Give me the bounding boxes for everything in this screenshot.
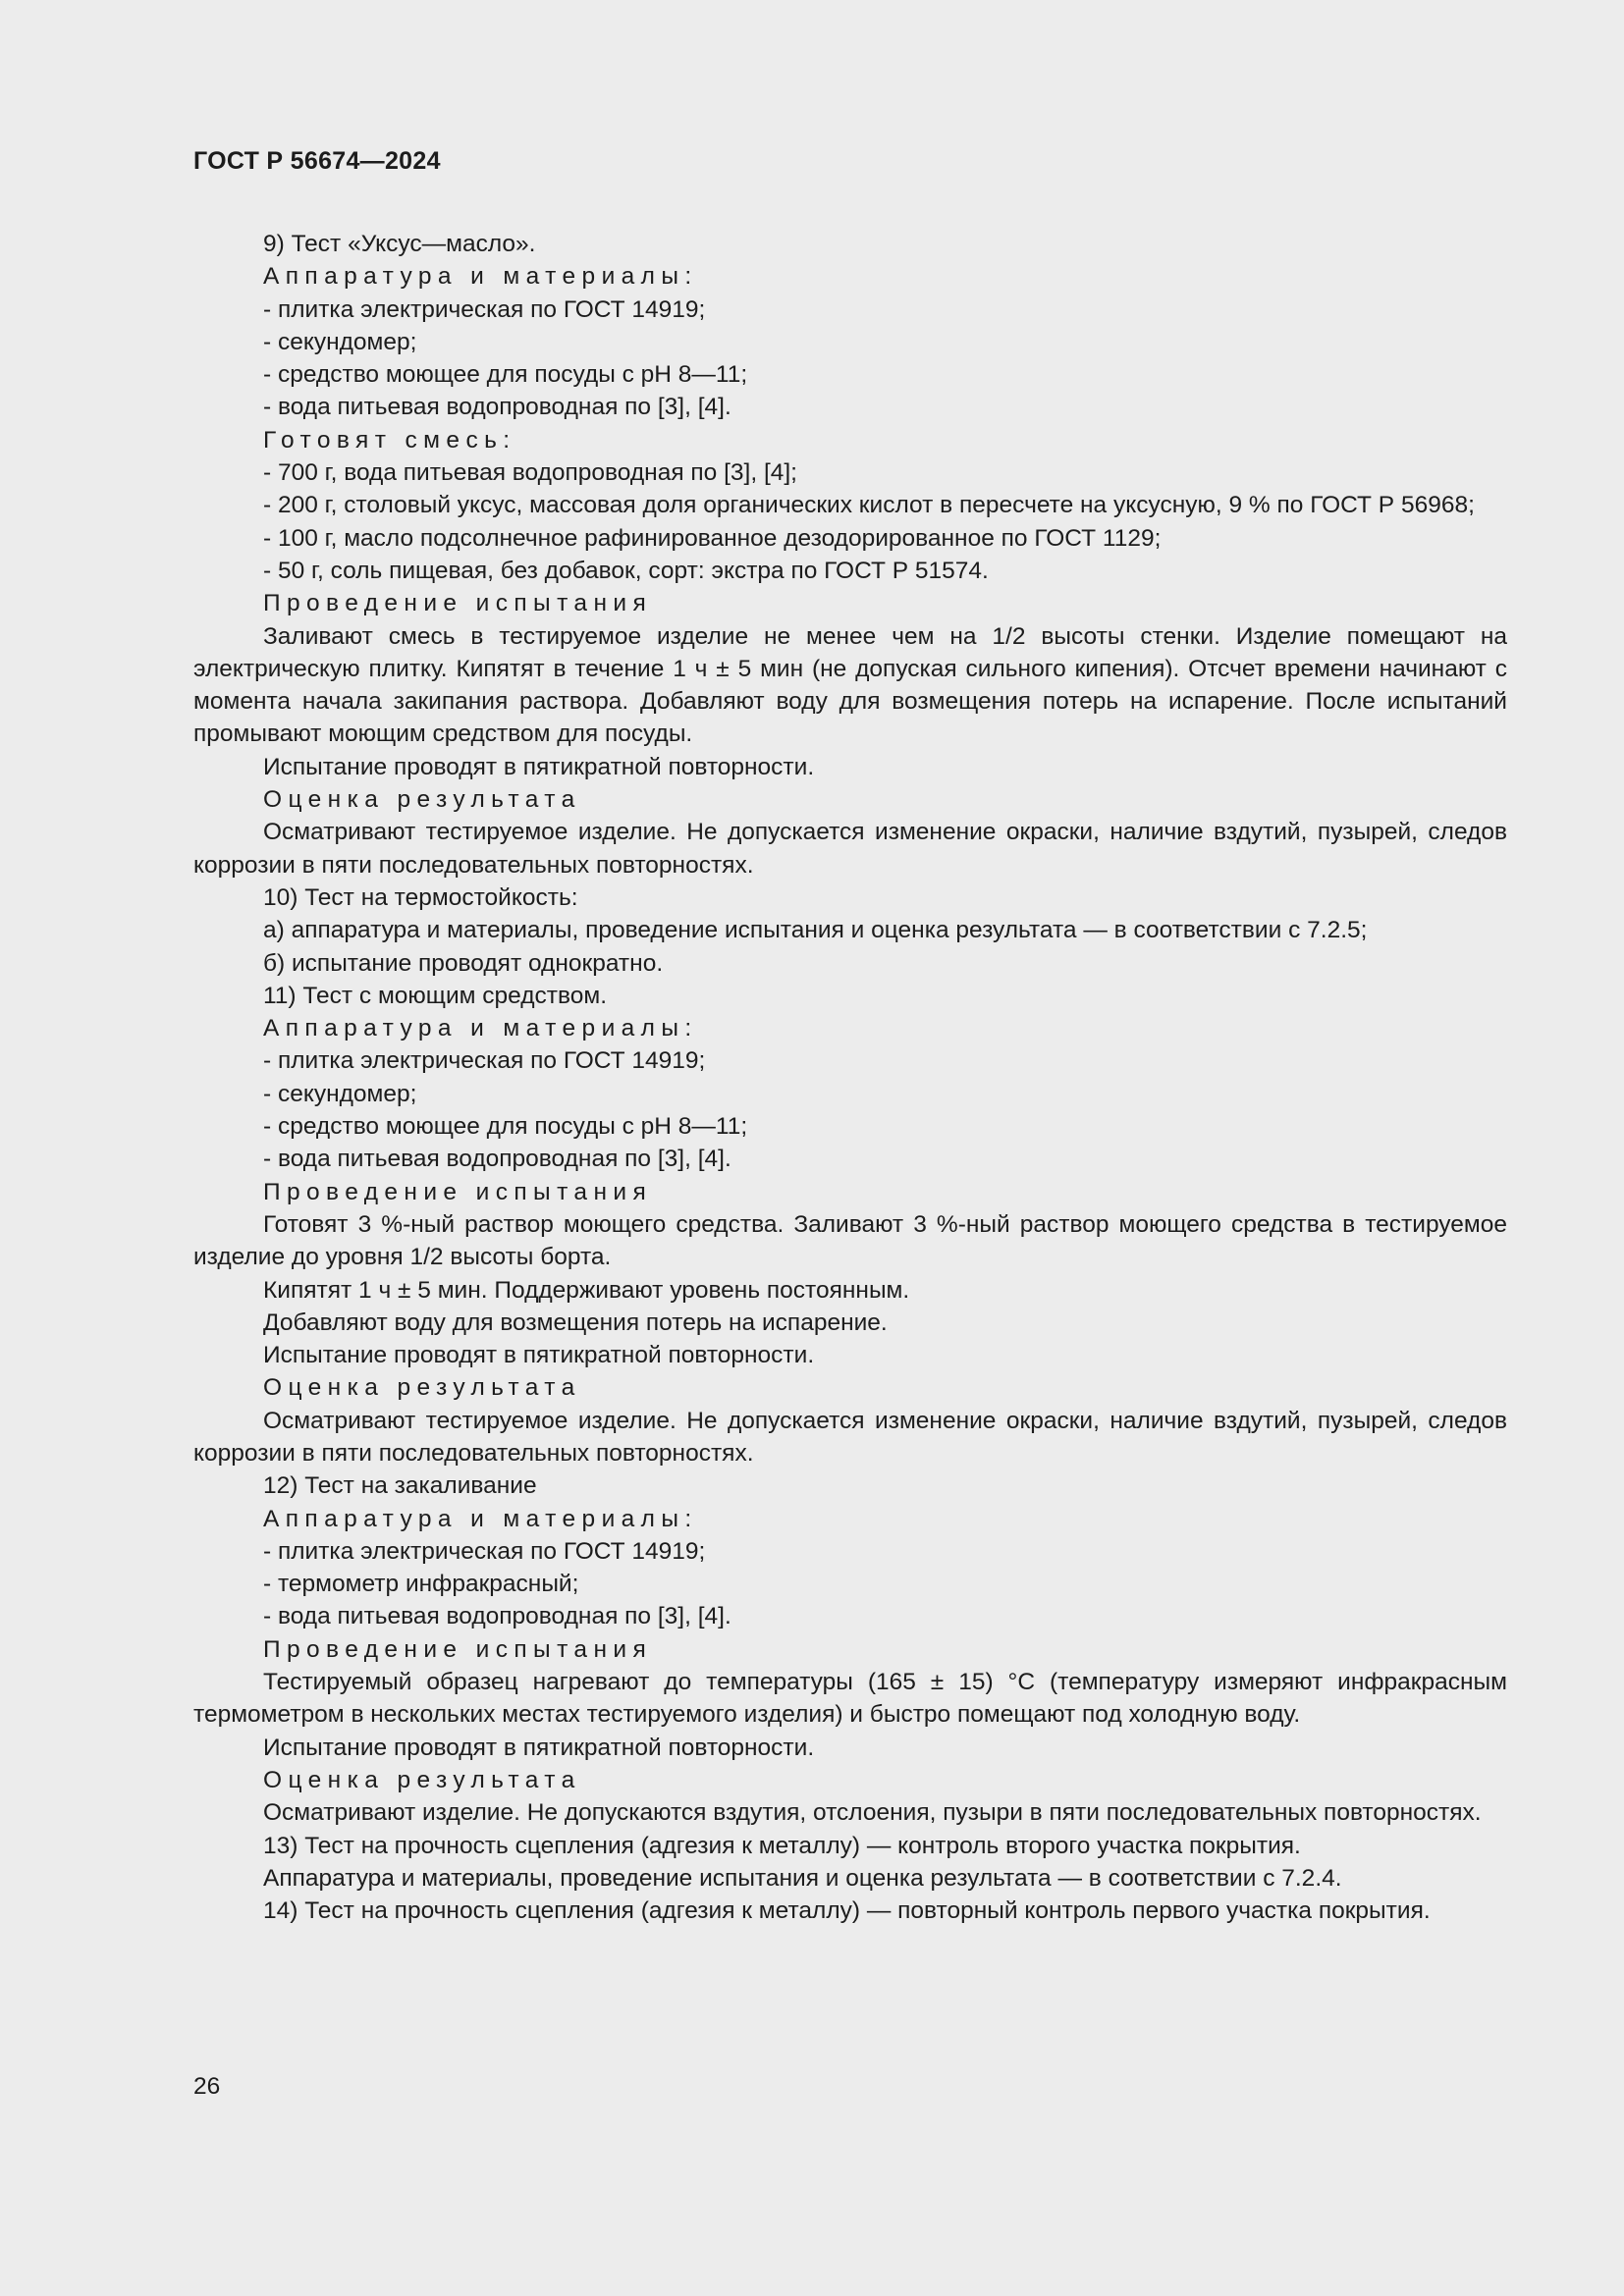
page-number: 26 [193, 2073, 221, 2100]
section-subheading: Оценка результата [263, 1766, 581, 1793]
section-subheading: Проведение испытания [263, 1178, 653, 1205]
section-subheading: Оценка результата [263, 786, 581, 814]
paragraph: - термометр инфракрасный; [263, 1571, 579, 1598]
paragraph: - средство моющее для посуды с pH 8—11; [263, 361, 748, 389]
paragraph: Осматривают изделие. Не допускаются вздутия, отслоения, пузыри в пяти последовательных повторностях. [263, 1799, 1482, 1827]
paragraph: - 100 г, масло подсолнечное рафинированное дезодорированное по ГОСТ 1129; [263, 524, 1162, 552]
paragraph: Испытание проводят в пятикратной повторности. [263, 1342, 815, 1369]
paragraph: б) испытание проводят однократно. [263, 949, 664, 977]
section-subheading: Аппаратура и материалы: [263, 263, 698, 291]
paragraph: Готовят 3 %-ный раствор моющего средства. Заливают 3 %-ный раствор моющего средства в тестируемое изделие до уровня 1/2 высоты борта. [193, 1210, 1507, 1271]
section-subheading: Аппаратура и материалы: [263, 1015, 698, 1042]
section-subheading: Аппаратура и материалы: [263, 1505, 698, 1532]
paragraph: Осматривают тестируемое изделие. Не допускается изменение окраски, наличие вздутий, пузырей, следов коррозии в пяти последовательных повторностях. [193, 819, 1507, 879]
paragraph: 10) Тест на термостойкость: [263, 883, 578, 911]
paragraph: - 200 г, столовый уксус, массовая доля органических кислот в пересчете на уксусную, 9 % по ГОСТ Р 56968; [263, 492, 1475, 519]
paragraph: 14) Тест на прочность сцепления (адгезия к металлу) — повторный контроль первого участка покрытия. [263, 1897, 1431, 1925]
paragraph: - средство моющее для посуды с pH 8—11; [263, 1113, 748, 1141]
paragraph: - секундомер; [263, 1080, 417, 1107]
paragraph: - вода питьевая водопроводная по [3], [4]. [263, 1603, 731, 1630]
paragraph: Аппаратура и материалы, проведение испытания и оценка результата — в соответствии с 7.2.4. [263, 1864, 1342, 1892]
paragraph: - 700 г, вода питьевая водопроводная по [3], [4]; [263, 459, 797, 487]
paragraph: Добавляют воду для возмещения потерь на испарение. [263, 1308, 888, 1336]
paragraph: - секундомер; [263, 328, 417, 355]
paragraph: 13) Тест на прочность сцепления (адгезия к металлу) — контроль второго участка покрытия. [263, 1832, 1301, 1859]
paragraph: а) аппаратура и материалы, проведение испытания и оценка результата — в соответствии с 7.2.5; [263, 917, 1368, 944]
paragraph: Испытание проводят в пятикратной повторности. [263, 753, 815, 780]
section-subheading: Проведение испытания [263, 1635, 653, 1663]
paragraph: - плитка электрическая по ГОСТ 14919; [263, 1537, 706, 1565]
document-body [193, 228, 1507, 1927]
section-subheading: Проведение испытания [263, 590, 653, 617]
paragraph: - вода питьевая водопроводная по [3], [4]. [263, 394, 731, 421]
paragraph: Заливают смесь в тестируемое изделие не менее чем на 1/2 высоты стенки. Изделие помещают на электрическую плитку. Кипятят в течение 1 ч ± 5 мин (не допуская сильного кипения). Отсчет времени начинают с момента начала закипания раствора. Добавляют воду для возмещения потерь на испарение. После испытаний промывают моющим средством для посуды. [193, 622, 1507, 748]
document-header: ГОСТ Р 56674—2024 [193, 147, 441, 175]
paragraph: 12) Тест на закаливание [263, 1472, 537, 1500]
paragraph: Кипятят 1 ч ± 5 мин. Поддерживают уровень постоянным. [263, 1276, 910, 1304]
paragraph: 9) Тест «Уксус—масло». [263, 231, 536, 257]
section-subheading: Оценка результата [263, 1374, 581, 1402]
paragraph: - вода питьевая водопроводная по [3], [4]. [263, 1146, 731, 1173]
paragraph: Осматривают тестируемое изделие. Не допускается изменение окраски, наличие вздутий, пузырей, следов коррозии в пяти последовательных повторностях. [193, 1407, 1507, 1467]
paragraph: - плитка электрическая по ГОСТ 14919; [263, 295, 706, 323]
section-subheading: Готовят смесь: [263, 426, 516, 454]
paragraph: - 50 г, соль пищевая, без добавок, сорт: экстра по ГОСТ Р 51574. [263, 557, 989, 584]
paragraph: - плитка электрическая по ГОСТ 14919; [263, 1047, 706, 1075]
paragraph: Тестируемый образец нагревают до температуры (165 ± 15) °С (температуру измеряют инфракрасным термометром в нескольких местах тестируемого изделия) и быстро помещают под холодную воду. [193, 1669, 1507, 1729]
paragraph: 11) Тест с моющим средством. [263, 982, 608, 1009]
paragraph: Испытание проводят в пятикратной повторности. [263, 1734, 815, 1761]
